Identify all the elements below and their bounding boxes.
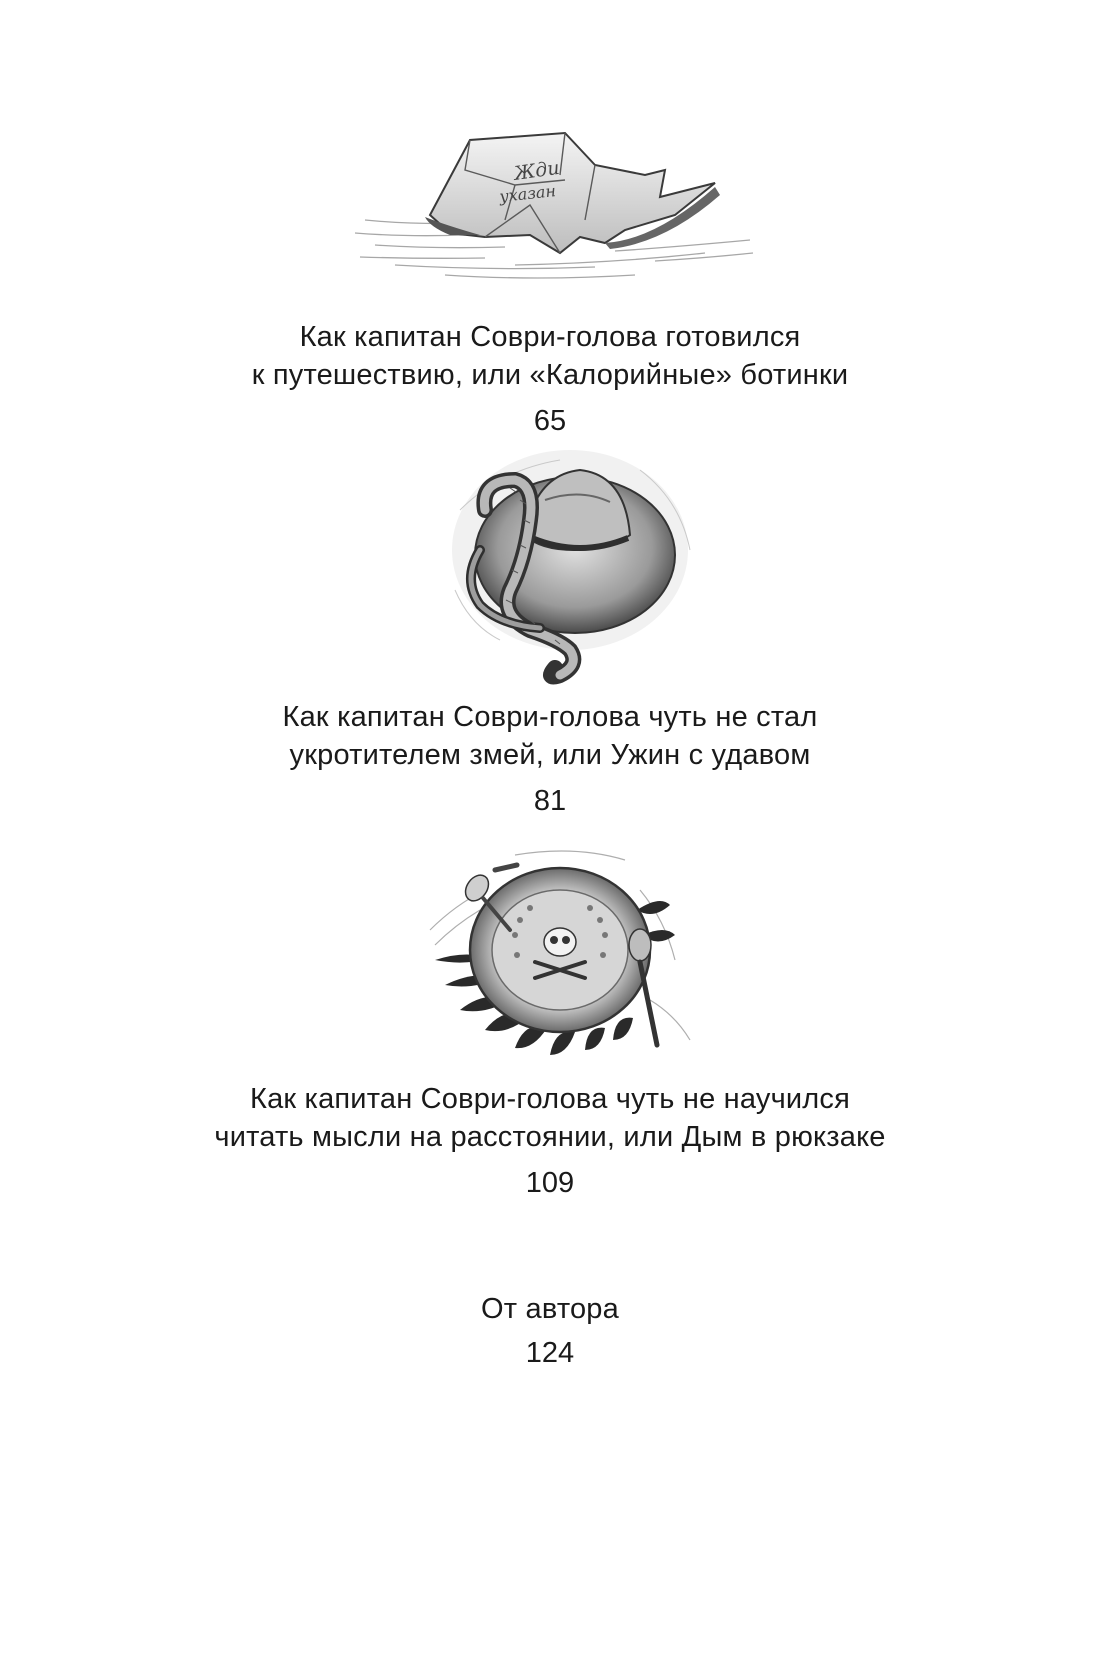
toc-entry-title-line: Как капитан Соври-голова готовился [299, 321, 801, 353]
toc-entry[interactable] [0, 698, 1100, 820]
toc-entry[interactable] [0, 1290, 1100, 1372]
toc-entry-title-line: Как капитан Соври-голова чуть не научился [249, 1083, 851, 1115]
snake-hat-illustration [440, 440, 700, 685]
toc-entry-title-line: От автора [481, 1293, 619, 1325]
crumpled-letter-illustration [355, 125, 755, 290]
toc-entry-title-line: укротителем змей, или Ужин с удавом [289, 739, 811, 771]
toc-entry-page-number: 81 [533, 785, 567, 817]
toc-entry-title-line: Как капитан Соври-голова чуть не стал [282, 701, 818, 733]
skull-plate-illustration [425, 850, 695, 1062]
letter-handwriting-1: Жди [512, 156, 561, 185]
toc-entry-page-number: 109 [525, 1167, 575, 1199]
toc-entry-title-line: к путешествию, или «Калорийные» ботинки [251, 359, 849, 391]
toc-entry-page-number: 65 [533, 405, 567, 437]
toc-entry-page-number: 124 [525, 1337, 575, 1369]
toc-entry[interactable] [0, 1080, 1100, 1202]
letter-handwriting-2: ухазан [498, 181, 557, 206]
toc-entry-title-line: читать мысли на расстоянии, или Дым в рюкзаке [214, 1121, 886, 1153]
toc-entry[interactable] [0, 318, 1100, 440]
